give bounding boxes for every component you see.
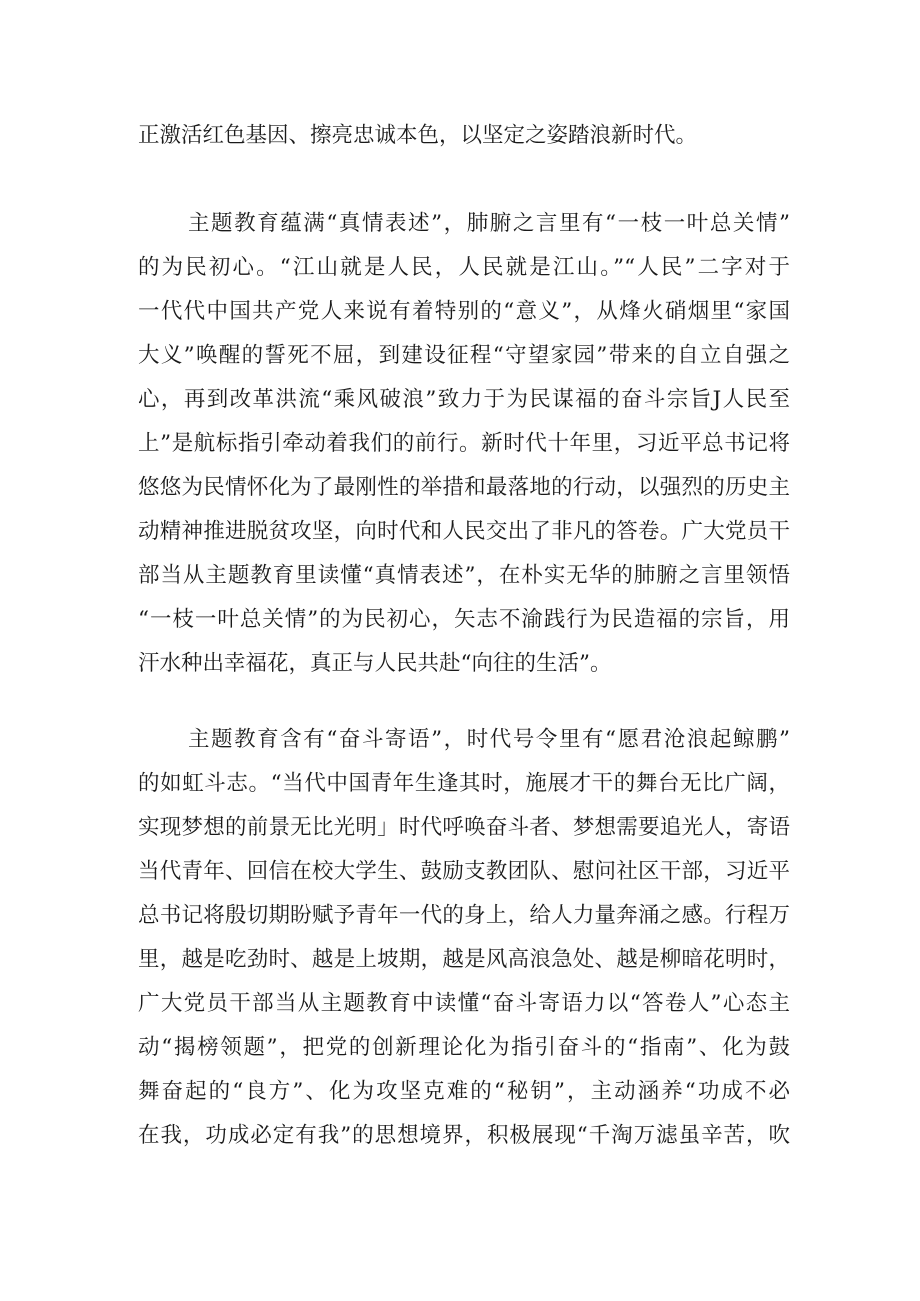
text-line: 动精神推进脱贫攻坚，向时代和人民交出了非凡的答卷。广大党员干 [138,519,790,544]
paragraph-1 [138,114,790,158]
paragraph-3 [138,718,790,1158]
text-line: 悠悠为民情怀化为了最刚性的举措和最落地的行动，以强烈的历史主 [138,475,790,500]
text-line: 实现梦想的前景无比光明」时代呼唤奋斗者、梦想需要追光人，寄语 [138,815,790,840]
text-line: 大义”唤醒的誓死不屈，到建设征程“守望家园”带来的自立自强之 [138,343,790,368]
text-line: 主题教育含有“奋斗寄语”，时代号令里有“愿君沧浪起鲸鹏” [188,727,790,752]
text-line: 当代青年、回信在校大学生、鼓励支教团队、慰问社区干部，习近平 [138,859,790,884]
text-line: 总书记将殷切期盼赋予青年一代的身上，给人力量奔涌之感。行程万 [138,903,790,928]
text-line: 一代代中国共产党人来说有着特别的“意义”，从烽火硝烟里“家国 [138,299,790,324]
text-line: 主题教育蕴满“真情表述”，肺腑之言里有“一枝一叶总关情” [188,211,790,236]
text-line: 舞奋起的“良方”、化为攻坚克难的“秘钥”，主动涵养“功成不必 [138,1079,790,1104]
text-line: 上”是航标指引牵动着我们的前行。新时代十年里，习近平总书记将 [138,431,790,456]
text-line: 动“揭榜领题”，把党的创新理论化为指引奋斗的“指南”、化为鼓 [138,1035,790,1060]
text-line: 里，越是吃劲时、越是上坡期，越是风高浪急处、越是柳暗花明时， [138,947,790,972]
text-line: 正激活红色基因、擦亮忠诚本色，以坚定之姿踏浪新时代。 [138,123,698,148]
text-line: 心，再到改革洪流“乘风破浪”致力于为民谋福的奋斗宗旨J人民至 [138,387,790,412]
paragraph-2 [138,202,790,686]
text-line: 在我，功成必定有我”的思想境界，积极展现“千淘万滤虽辛苦，吹 [138,1123,790,1148]
text-line: 的为民初心。“江山就是人民，人民就是江山。”“人民”二字对于 [138,255,790,280]
text-line: 部当从主题教育里读懂“真情表述”，在朴实无华的肺腑之言里领悟 [138,563,790,588]
text-line: 广大党员干部当从主题教育中读懂“奋斗寄语力以“答卷人”心态主 [138,991,790,1016]
text-line: “一枝一叶总关情”的为民初心，矢志不渝践行为民造福的宗旨，用 [138,607,790,632]
text-line: 的如虹斗志。“当代中国青年生逢其时，施展才干的舞台无比广阔， [138,771,790,796]
text-line: 汗水种出幸福花，真正与人民共赴“向往的生活”。 [138,651,612,676]
